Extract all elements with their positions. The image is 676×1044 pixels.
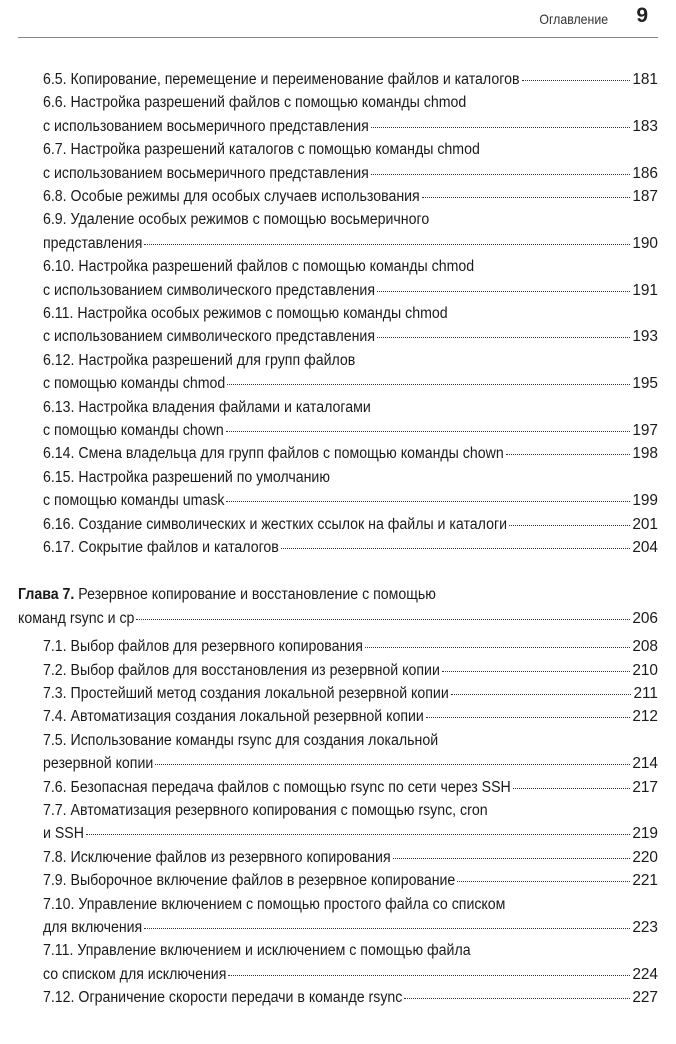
- dot-leader: [377, 290, 630, 292]
- entry-title-line: 6.8. Особые режимы для особых случаев использования: [43, 188, 420, 205]
- dot-leader: [513, 787, 630, 789]
- chapter-heading: [18, 583, 436, 607]
- entry-page-number: 220: [632, 848, 658, 866]
- entry-page-number: 193: [632, 328, 658, 346]
- toc-entry-line: [43, 489, 658, 513]
- entry-title-line: 6.17. Сокрытие файлов и каталогов: [43, 539, 279, 556]
- entry-title-line: 7.12. Ограничение скорости передачи в команде rsync: [43, 989, 403, 1007]
- toc-entry-line: [43, 185, 658, 209]
- dot-leader: [404, 997, 630, 999]
- toc-entry-line: [43, 963, 658, 987]
- dot-leader: [226, 500, 630, 502]
- entry-title-line: 6.15. Настройка разрешений по умолчанию: [43, 468, 330, 486]
- toc-entry-line: [43, 846, 658, 870]
- entry-page-number: 201: [632, 515, 658, 533]
- toc-entry-line: [43, 349, 658, 373]
- toc-entry-line: [43, 869, 658, 893]
- entry-page-number: 199: [632, 492, 658, 510]
- dot-leader: [371, 173, 630, 175]
- entry-page-number: 221: [632, 872, 658, 890]
- entry-page-number: 210: [632, 661, 658, 679]
- dot-leader: [155, 763, 630, 765]
- entry-title-line: 6.7. Настройка разрешений каталогов с помощью команды chmod: [43, 141, 480, 159]
- entry-title-line: с использованием символического представления: [43, 328, 376, 346]
- entry-title-line: 6.5. Копирование, перемещение и переименование файлов и каталогов: [43, 71, 520, 88]
- toc-entry-line: [43, 729, 658, 753]
- entry-page-number: 211: [633, 685, 658, 702]
- dot-leader: [144, 243, 630, 245]
- toc-entry-line: [43, 659, 658, 683]
- toc-entry-line: [43, 916, 658, 940]
- dot-leader: [422, 196, 631, 198]
- entry-page-number: 190: [632, 234, 658, 252]
- entry-title-line: 7.8. Исключение файлов из резервного копирования: [43, 848, 391, 866]
- toc-entry-line: [43, 442, 658, 466]
- toc-entry-line: [43, 138, 658, 162]
- entry-title-line: с использованием восьмеричного представления: [43, 164, 369, 182]
- entry-title-line: представления: [43, 234, 143, 252]
- entry-title-line: 7.11. Управление включением и исключением с помощью файла: [43, 942, 471, 960]
- entry-title-line: 6.6. Настройка разрешений файлов с помощью команды chmod: [43, 94, 467, 112]
- entry-title-line: 7.10. Управление включением с помощью простого файла со списком: [43, 895, 506, 913]
- entry-page-number: 214: [632, 755, 658, 773]
- entry-title-line: с использованием символического представления: [43, 281, 376, 299]
- entry-title-line: 7.7. Автоматизация резервного копирования с помощью rsync, cron: [43, 802, 488, 819]
- toc-entry-line: [43, 466, 658, 490]
- dot-leader: [136, 618, 630, 620]
- dot-leader: [451, 693, 632, 695]
- entry-title-line: команд rsync и cp: [18, 609, 135, 627]
- toc-entry-line: [43, 776, 658, 800]
- entry-title-line: 6.9. Удаление особых режимов с помощью восьмеричного: [43, 211, 430, 229]
- entry-title-line: с помощью команды chown: [43, 422, 224, 439]
- toc-entry-line: [43, 705, 658, 729]
- entry-title-line: со списком для исключения: [43, 965, 227, 983]
- entry-page-number: 198: [632, 445, 658, 463]
- entry-page-number: 219: [632, 825, 658, 843]
- entry-title-line: 6.12. Настройка разрешений для групп файлов: [43, 351, 356, 369]
- dot-leader: [426, 716, 630, 718]
- toc-entry-line: [43, 68, 658, 92]
- entry-page-number: 183: [632, 117, 658, 135]
- entry-title-line: с использованием восьмеричного представления: [43, 117, 369, 135]
- entry-page-number: 223: [632, 919, 658, 936]
- toc-entry-line: [43, 939, 658, 963]
- toc-entry-line: [43, 302, 658, 326]
- dot-leader: [144, 927, 630, 929]
- dot-leader: [377, 336, 630, 338]
- entry-title-line: 7.1. Выбор файлов для резервного копирования: [43, 638, 363, 656]
- chapter-heading-line: [18, 583, 658, 607]
- dot-leader: [281, 547, 630, 549]
- entry-title-line: 7.6. Безопасная передача файлов с помощью rsync по сети через SSH: [43, 778, 511, 796]
- toc-entry-line: [43, 822, 658, 846]
- entry-page-number: 204: [632, 539, 658, 556]
- entry-page-number: 206: [632, 609, 658, 627]
- entry-title-line: 7.3. Простейший метод создания локальной резервной копии: [43, 685, 449, 702]
- running-header: [18, 0, 658, 38]
- toc-entry-line: [43, 513, 658, 537]
- entry-title-line: и SSH: [43, 825, 84, 843]
- toc-entry-line: [43, 893, 658, 917]
- toc-entry-line: [43, 682, 658, 706]
- entry-title-line: 7.5. Использование команды rsync для создания локальной: [43, 731, 439, 749]
- toc-entry-line: [43, 279, 658, 303]
- header-title: Оглавление: [539, 11, 608, 27]
- entry-title-line: с помощью команды umask: [43, 492, 225, 510]
- entry-page-number: 208: [632, 638, 658, 656]
- entry-page-number: 181: [632, 71, 658, 88]
- entry-title-line: 6.16. Создание символических и жестких ссылок на файлы и каталоги: [43, 515, 508, 533]
- entry-title-line: с помощью команды chmod: [43, 375, 226, 393]
- entry-page-number: 191: [632, 281, 658, 299]
- entry-title-line: 6.11. Настройка особых режимов с помощью команды chmod: [43, 305, 448, 322]
- entry-title-line: 6.13. Настройка владения файлами и каталогами: [43, 398, 371, 416]
- toc-entry-line: [43, 986, 658, 1010]
- entry-title-line: 6.10. Настройка разрешений файлов с помощью команды chmod: [43, 258, 475, 276]
- toc-entry-line: [43, 91, 658, 115]
- entry-page-number: 227: [632, 989, 658, 1007]
- toc-entry-line: [43, 208, 658, 232]
- entry-page-number: 217: [632, 778, 658, 796]
- entry-title-line: 7.2. Выбор файлов для восстановления из резервной копии: [43, 661, 440, 679]
- chapter-title-line: Резервное копирование и восстановление с помощью: [74, 586, 436, 604]
- toc-entry-line: [43, 255, 658, 279]
- entry-page-number: 187: [632, 188, 658, 205]
- toc-entry-line: [43, 799, 658, 823]
- toc-entry-line: [43, 396, 658, 420]
- dot-leader: [226, 430, 631, 432]
- chapter-label: Глава 7.: [18, 586, 75, 604]
- toc-entry-line: [43, 115, 658, 139]
- entry-title-line: 7.4. Автоматизация создания локальной резервной копии: [43, 708, 424, 726]
- entry-page-number: 195: [632, 375, 658, 393]
- entry-page-number: 224: [632, 965, 658, 983]
- entry-page-number: 212: [632, 708, 658, 726]
- toc-entry-line: [43, 752, 658, 776]
- toc-entry-line: [43, 232, 658, 256]
- entry-title-line: 6.14. Смена владельца для групп файлов с помощью команды chown: [43, 445, 504, 463]
- dot-leader: [86, 833, 630, 835]
- dot-leader: [371, 126, 630, 128]
- dot-leader: [365, 646, 630, 648]
- chapter-heading-line: [18, 607, 658, 631]
- dot-leader: [442, 670, 630, 672]
- dot-leader: [228, 974, 630, 976]
- header-page-number: 9: [636, 4, 648, 27]
- dot-leader: [457, 880, 630, 882]
- entry-page-number: 197: [632, 422, 658, 439]
- entry-title-line: 7.9. Выборочное включение файлов в резервное копирование: [43, 872, 456, 890]
- entry-page-number: 186: [632, 164, 658, 182]
- dot-leader: [509, 524, 630, 526]
- dot-leader: [522, 79, 631, 81]
- toc-entry-line: [43, 419, 658, 443]
- toc-entry-line: [43, 372, 658, 396]
- toc-entry-line: [43, 162, 658, 186]
- entry-title-line: резервной копии: [43, 755, 154, 773]
- dot-leader: [506, 453, 631, 455]
- toc-entry-line: [43, 536, 658, 560]
- dot-leader: [393, 857, 631, 859]
- entry-title-line: для включения: [43, 919, 143, 936]
- toc-entry-line: [43, 325, 658, 349]
- dot-leader: [227, 383, 630, 385]
- toc-entry-line: [43, 635, 658, 659]
